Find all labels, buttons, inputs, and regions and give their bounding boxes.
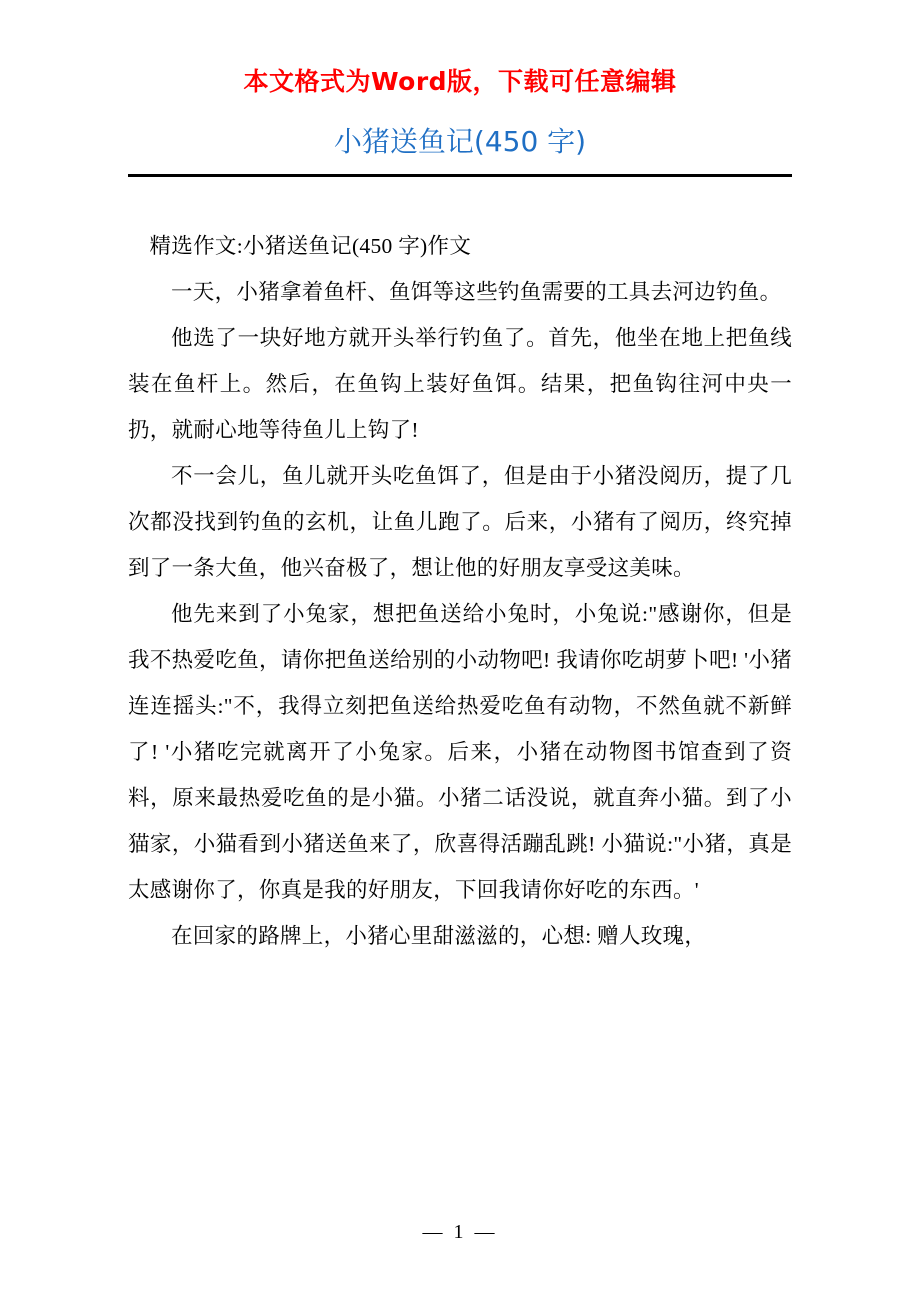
paragraph-3: 不一会儿，鱼儿就开头吃鱼饵了，但是由于小猪没阅历，提了几次都没找到钓鱼的玄机，让鱼儿跑了。后来，小猪有了阅历，终究掉到了一条大鱼，他兴奋极了，想让他的好朋友享受这美味。 xyxy=(128,464,792,580)
word-format-banner: 本文格式为Word版，下载可任意编辑 xyxy=(243,67,677,96)
page-title: 小猪送鱼记(450 字) xyxy=(333,125,587,158)
document-body xyxy=(128,177,792,959)
paragraph-2: 他选了一块好地方就开头举行钓鱼了。首先，他坐在地上把鱼线装在鱼杆上。然后，在鱼钩上装好鱼饵。结果，把鱼钩往河中央一扔，就耐心地等待鱼儿上钩了! xyxy=(128,326,792,442)
paragraph-0: 精选作文:小猪送鱼记(450 字)作文 xyxy=(149,234,472,258)
paragraph-5: 在回家的路牌上，小猪心里甜滋滋的，心想: 赠人玫瑰， xyxy=(171,924,707,948)
paragraph-1: 一天，小猪拿着鱼杆、鱼饵等这些钓鱼需要的工具去河边钓鱼。 xyxy=(171,280,782,304)
paragraph-4: 他先来到了小兔家，想把鱼送给小兔时，小兔说:"感谢你，但是我不热爱吃鱼，请你把鱼送给别的小动物吧! 我请你吃胡萝卜吧! '小猪连连摇头:"不，我得立刻把鱼送给热爱吃鱼有动物，不然鱼就不新鲜了! '小猪吃完就离开了小兔家。后来，小猪在动物图书馆查到了资料，原来最热爱吃鱼的是小猫。小猪二话没说，就直奔小猫。到了小猫家，小猫看到小猪送鱼来了，欣喜得活蹦乱跳! 小猫说:"小猪，真是太感谢你了，你真是我的好朋友，下回我请你好吃的东西。' xyxy=(128,602,792,902)
page-number: — 1 — xyxy=(422,1221,498,1243)
